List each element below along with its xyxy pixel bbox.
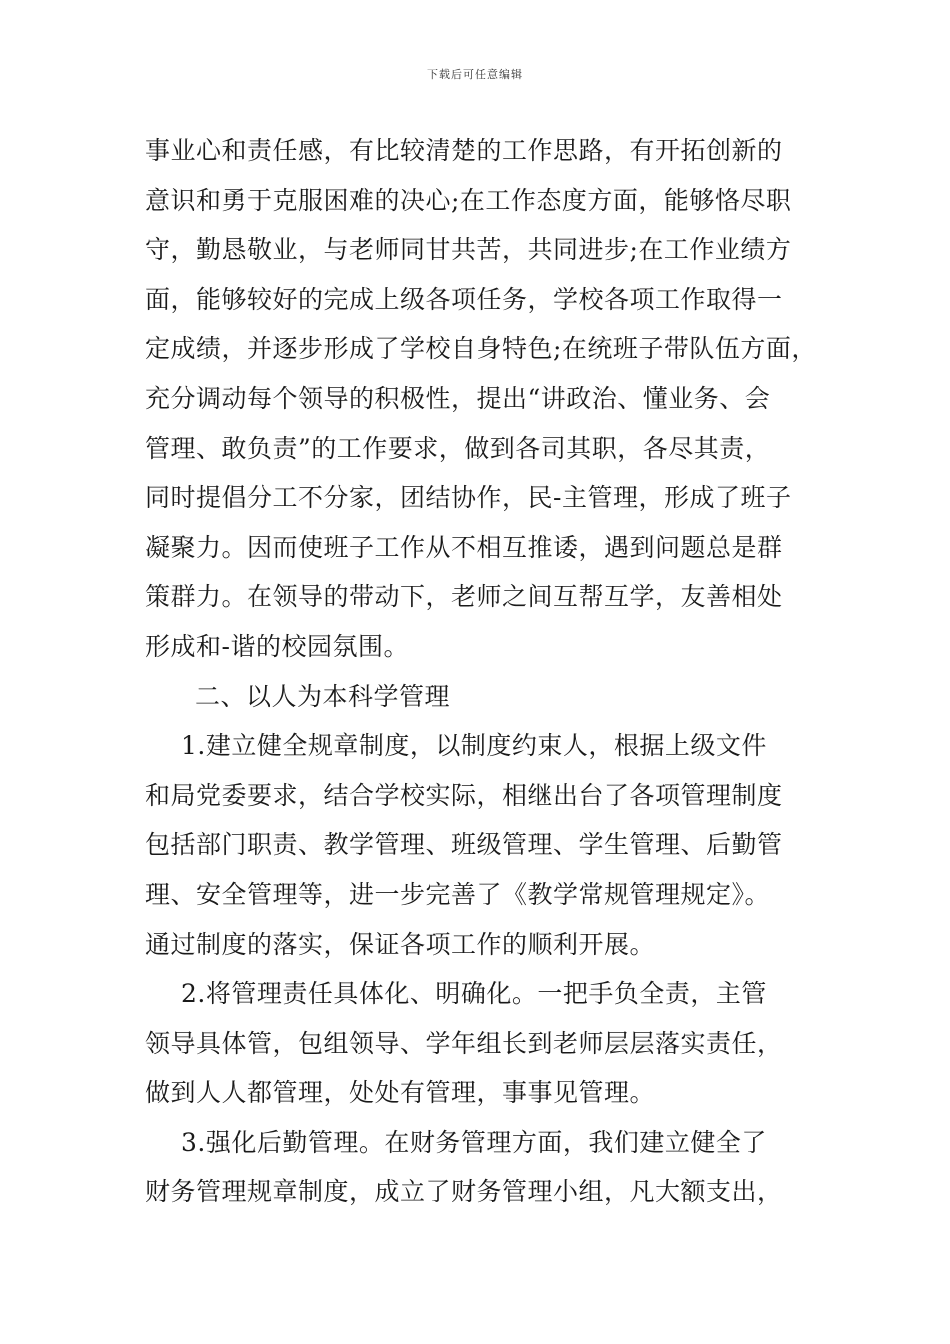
section-heading: 二、以人为本科学管理 [195, 681, 451, 711]
text-line: 理、安全管理等，进一步完善了《教学常规管理规定》。 [145, 879, 771, 909]
text-line: 财务管理规章制度，成立了财务管理小组，凡大额支出， [145, 1177, 783, 1207]
text-line: 领导具体管，包组领导、学年组长到老师层层落实责任， [145, 1028, 783, 1058]
text-line: 1.建立健全规章制度，以制度约束人，根据上级文件 [181, 731, 767, 761]
text-line: 凝聚力。因而使班子工作从不相互推诿，遇到问题总是群 [145, 532, 783, 562]
text-line: 策群力。在领导的带动下，老师之间互帮互学，友善相处 [145, 582, 783, 612]
text-line: 面，能够较好的完成上级各项任务，学校各项工作取得一 [145, 284, 783, 314]
text-line: 定成绩，并逐步形成了学校自身特色;在统班子带队伍方面， [145, 334, 817, 364]
text-line: 形成和-谐的校园氛围。 [145, 631, 409, 661]
text-line: 事业心和责任感，有比较清楚的工作思路，有开拓创新的 [145, 136, 783, 165]
text-line: 通过制度的落实，保证各项工作的顺利开展。 [145, 929, 656, 959]
text-line: 管理、敢负责”的工作要求，做到各司其职，各尽其责， [145, 433, 771, 463]
text-line: 守，勤恳敬业，与老师同甘共苦，共同进步;在工作业绩方 [145, 235, 792, 265]
body-text [145, 126, 815, 1217]
text-line: 包括部门职责、教学管理、班级管理、学生管理、后勤管 [145, 830, 783, 860]
text-line: 3.强化后勤管理。在财务管理方面，我们建立健全了 [181, 1127, 767, 1157]
text-line: 同时提倡分工不分家，团结协作，民-主管理，形成了班子 [145, 483, 792, 513]
header-note: 下载后可任意编辑 [427, 68, 523, 81]
text-line: 和局党委要求，结合学校实际，相继出台了各项管理制度 [145, 780, 783, 810]
text-line: 意识和勇于克服困难的决心;在工作态度方面，能够恪尽职 [145, 185, 792, 215]
text-line: 2.将管理责任具体化、明确化。一把手负全责，主管 [181, 979, 767, 1009]
text-line: 充分调动每个领导的积极性，提出“讲政治、懂业务、会 [145, 383, 771, 413]
text-line: 做到人人都管理，处处有管理，事事见管理。 [145, 1078, 656, 1108]
